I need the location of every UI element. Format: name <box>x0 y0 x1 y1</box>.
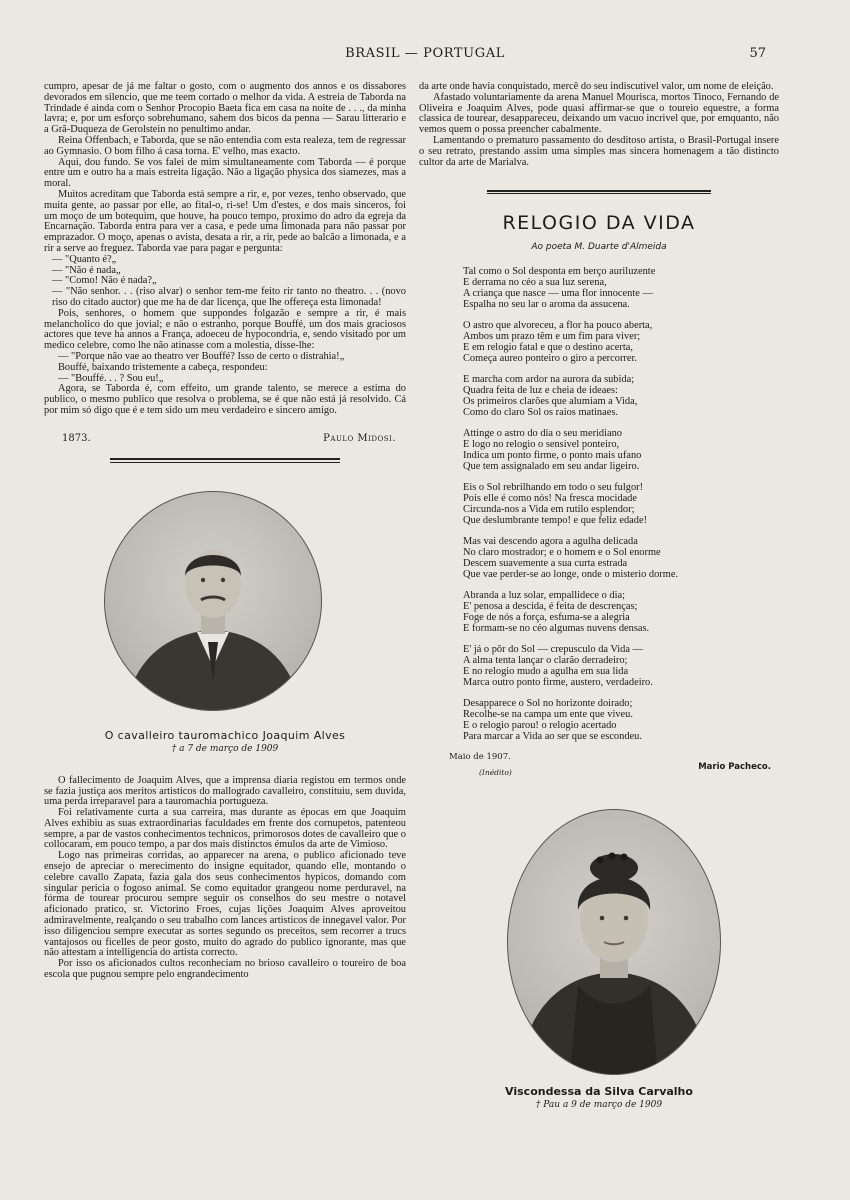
poem-line: No claro mostrador; e o homem e o Sol enorme <box>463 547 661 559</box>
continuation-paragraph: Lamentando o prematuro passamento do desditoso artista, o Brasil-Portugal insere o seu retrato, prestando assim uma simples mas sincera homenagem a tão distincto cultor da arte de Marialva. <box>419 134 779 168</box>
portrait-caption: Viscondessa da Silva Carvalho <box>505 1085 693 1099</box>
poem-date: Maio de 1907. <box>449 752 511 763</box>
poem-line: Circunda-nos a Vida em rutilo esplendor; <box>463 504 635 516</box>
poem-body <box>463 266 779 742</box>
poem-line: Os primeiros clarões que alumiam a Vida, <box>463 396 638 408</box>
poem-line: Indica um ponto firme, o ponto mais ufano <box>463 450 642 462</box>
poem-line: E no relogio mudo a agulha em sua lida <box>463 666 629 678</box>
taborda-article <box>44 82 406 417</box>
dialogue-line: — "Como! Não é nada?„ <box>52 275 157 287</box>
poem-note: (Inédito) <box>479 768 512 778</box>
portrait-joaquim-alves <box>104 491 322 711</box>
poem-stanza <box>463 590 779 634</box>
poem-line: Começa aureo ponteiro o giro a percorrer. <box>463 353 637 365</box>
poem-line: E formam-se no céo algumas nuvens densas. <box>463 623 650 635</box>
poem-author: Mario Pacheco. <box>698 762 771 773</box>
poem-line: Tal como o Sol desponta em berço auriluzente <box>463 266 656 278</box>
poem-line: E' já o pôr do Sol — crepusculo da Vida — <box>463 644 643 656</box>
portrait-subcaption: † Pau a 9 de março de 1909 <box>535 1100 663 1111</box>
poem-dedication: Ao poeta M. Duarte d'Almeida <box>531 242 667 253</box>
dialogue-line: — "Quanto é?„ <box>52 253 117 265</box>
poem-stanza <box>463 644 779 688</box>
poem-divider <box>487 190 711 194</box>
woman-portrait-illustration <box>508 810 720 1074</box>
dialogue <box>44 255 406 309</box>
portrait-viscondessa <box>507 809 721 1075</box>
poem-footer <box>449 752 771 777</box>
poem-date-block <box>449 752 512 777</box>
poem-line: Ambos um prazo têm e um fim para viver; <box>463 331 641 343</box>
obituary-paragraph: Por isso os aficionados cultos reconheciam no brioso cavalleiro o toureiro de boa escola que pugnou sempre pelo engrandecimento <box>44 958 406 981</box>
poem-line: Que vae perder-se ao longe, onde o misterio dorme. <box>463 569 679 581</box>
obituary-continuation <box>419 82 779 168</box>
poem-line: E' penosa a descida, é feita de descrenças; <box>463 601 638 613</box>
poem-line: Marca outro ponto firme, austero, verdadeiro. <box>463 677 653 689</box>
poem-line: E derrama no céo a sua luz serena, <box>463 277 607 289</box>
poem-stanza <box>463 374 779 418</box>
poem-line: Que tem assignalado em seu andar ligeiro. <box>463 461 640 473</box>
dialogue-line: — "Não senhor. . . (riso alvar) o senhor tem-me feito rir tanto no theatro. . . (novo riso do citado auctor) que me ha de dar licença, que lhe offereça esta limonada! <box>52 286 406 308</box>
portrait-caption: O cavalleiro tauromachico Joaquim Alves <box>104 728 346 742</box>
poem-line: E em relogio fatal e que o destino acerta, <box>463 342 633 354</box>
poem-line: Mas vai descendo agora a agulha delicada <box>463 536 638 548</box>
obituary-paragraph: O fallecimento de Joaquim Alves, que a imprensa diaria registou em termos onde se fazia justiça aos meritos artisticos do mallogrado cavalleiro, constituiu, sem duvida, uma perda irreparavel para a tauromachia portugueza. <box>44 774 406 808</box>
poem-line: Attinge o astro do dia o seu meridiano <box>463 428 623 440</box>
article-paragraph: — "Bouffé. . . ? Sou eu!„ <box>58 372 164 384</box>
article-signature <box>44 433 406 444</box>
poem-stanza <box>463 482 779 526</box>
article-paragraph: Bouffé, baixando tristemente a cabeça, respondeu: <box>58 361 268 373</box>
continuation-paragraph: Afastado voluntariamente da arena Manuel Mourisca, mortos Tinoco, Fernando de Oliveira e Joaquim Alves, pode quasi affirmar-se que o toureio equestre, a forma classica de tourear, desappareceu, deixando um vacuo incrivel que, por emquanto, não vemos quem o possa preencher cabalmente. <box>419 91 779 136</box>
article-year: 1873. <box>62 432 91 444</box>
poem-line: E o relogio parou! o relogio acertado <box>463 720 617 732</box>
poem-line: Desapparece o Sol no horizonte doirado; <box>463 698 633 710</box>
article-paragraph: Muitos acreditam que Taborda está sempre a rir, e, por vezes, tenho observado, que muita gente, ao passar por elle, ao fital-o, ri-se! Um d'estes, e dos mais sinceros, foi um moço de um botequim, que houve, ha pouco tempo, proximo do adro da egreja da Encarnação. Taborda entra para ver a casa, e pede uma limonada para não passar por emprazador. O moço, apenas o avista, desata a rir, a rir, pede ao balcão a limonada, e a rir a serve ao freguez. Taborda vae para pagar e pergunta: <box>44 188 406 254</box>
article-paragraph: Agora, se Taborda é, com effeito, um grande talento, se merece a estima do publico, o mesmo publico que resolva o problema, se é que não está já resolvido. Cá por mim só digo que é e tem sido um meu verdadeiro e sincero amigo. <box>44 383 406 416</box>
man-portrait-illustration <box>105 492 321 710</box>
article-paragraph: Reina Offenbach, e Taborda, que se não entendia com esta realeza, tem de regressar ao Gymnasio. O bom filho á casa torna. E' velho, mas exacto. <box>44 134 406 157</box>
article-paragraph: cumpro, apesar de já me faltar o gosto, com o augmento dos annos e os dissabores devorados em silencio, que me teem cortado o melhor da vida. A estreia de Taborda na Trindade é ainda com o Senhor Procopio Baeta fica em casa na noite de . . ., da minha lavra; e, por um esforço sobrehumano, sahem dos bicos da penna — Sarau litterario e a Grã-Duqueza de Gerolstein no penultimo andar. <box>44 81 406 136</box>
article-paragraph: — "Porque não vae ao theatro ver Bouffé? Isso de certo o distrahia!„ <box>58 350 345 362</box>
page-header <box>0 46 850 66</box>
poem-line: A alma tenta lançar o clarão derradeiro; <box>463 655 628 667</box>
poem-line: Como do claro Sol os raios matinaes. <box>463 407 618 419</box>
poem-line: E logo no relogio o sensivel ponteiro, <box>463 439 620 451</box>
obituary-paragraph: Foi relativamente curta a sua carreira, mas durante as épocas em que Joaquim Alves exhibiu as suas extraordinarias faculdades em frente dos cornupetos, patenteou sempre, a par de vastos conhecimentos technicos, primorosos dotes de cavalleiro que o collocaram, em pouco tempo, a par dos mais distinctos émulos da arte de Vimioso. <box>44 807 406 851</box>
poem-line: E marcha com ardor na aurora da subida; <box>463 374 635 386</box>
running-title: BRASIL — PORTUGAL <box>345 46 505 61</box>
article-author: Paulo Midosi. <box>323 432 396 444</box>
poem-stanza <box>463 536 779 580</box>
poem-line: Descem suavemente a sua curta estrada <box>463 558 628 570</box>
article-paragraph: Aqui, dou fundo. Se vos falei de mim simultaneamente com Taborda — é porque entre um e outro ha a mais estreita ligação. Não a ligação physica dos siamezes, mas a moral. <box>44 156 406 190</box>
obituary-article <box>44 776 406 981</box>
poem-stanza <box>463 698 779 742</box>
poem-line: A criança que nasce — uma flor innocente — <box>463 288 653 300</box>
article-paragraph: Pois, senhores, o homem que suppondes folgazão e sempre a rir, é mais melancholico do que jovial; e não o estranho, porque Bouffé, um dos mais graciosos actores que teve ha annos a França, adoeceu de hypocondria, e, sendo visitado por um medico celebre, como lhe não atinasse com a molestia, disse-lhe: <box>44 307 406 352</box>
section-divider <box>110 458 340 463</box>
poem-title: RELOGIO DA VIDA <box>502 212 696 235</box>
poem-line: Espalha no seu lar o aroma da assucena. <box>463 299 630 311</box>
right-column <box>419 82 779 1110</box>
poem-stanza <box>463 266 779 310</box>
poem-line: Abranda a luz solar, empallidece o dia; <box>463 590 626 602</box>
left-column <box>44 82 406 981</box>
poem-line: Que deslumbrante tempo! e que feliz edade! <box>463 515 648 527</box>
portrait-subcaption: † a 7 de março de 1909 <box>171 743 279 754</box>
obituary-paragraph: Logo nas primeiras corridas, ao apparecer na arena, o publico aficionado teve ensejo de apreciar o merecimento do insigne equitador, quando elle, montando o celebre cavallo Zapata, fazia gala dos seus conhecimentos hypicos, domando com singular pericia o fogoso animal. Se como equitador grangeou nome perduravel, na fórma de tourear procurou sempre seguir os conselhos do seu mestre o notavel aficionado pratico, sr. Victorino Froes, cujas lições Joaquim Alves aproveitou admiravelmente, realçando o seu trabalho com lances artisticos de innegavel valor. Por isso diligenciou sempre executar as sortes segundo os preceitos, sem recorrer a trucs vantajosos ou ficelles de peor gosto, muito do agrado do publico ignorante, mas que não attestam a intelligencia do artista correcto. <box>44 850 406 959</box>
poem-stanza <box>463 428 779 472</box>
poem-line: Quadra feita de luz e cheia de ideaes: <box>463 385 618 397</box>
poem-stanza <box>463 320 779 364</box>
poem-line: Recolhe-se na campa um ente que viveu. <box>463 709 633 721</box>
dialogue-line: — "Não é nada„ <box>52 264 121 276</box>
poem-line: O astro que alvoreceu, a flor ha pouco aberta, <box>463 320 653 332</box>
poem-line: Foge de nós a força, esfuma-se a alegria <box>463 612 630 624</box>
continuation-paragraph: da arte onde havia conquistado, mercê do seu indiscutivel valor, um nome de eleição. <box>419 81 774 92</box>
poem-line: Para marcar a Vida ao ser que se escondeu. <box>463 731 642 743</box>
page-number: 57 <box>749 46 766 61</box>
poem-line: Pois elle é como nós! Na fresca mocidade <box>463 493 637 505</box>
poem-line: Eis o Sol rebrilhando em todo o seu fulgor! <box>463 482 644 494</box>
